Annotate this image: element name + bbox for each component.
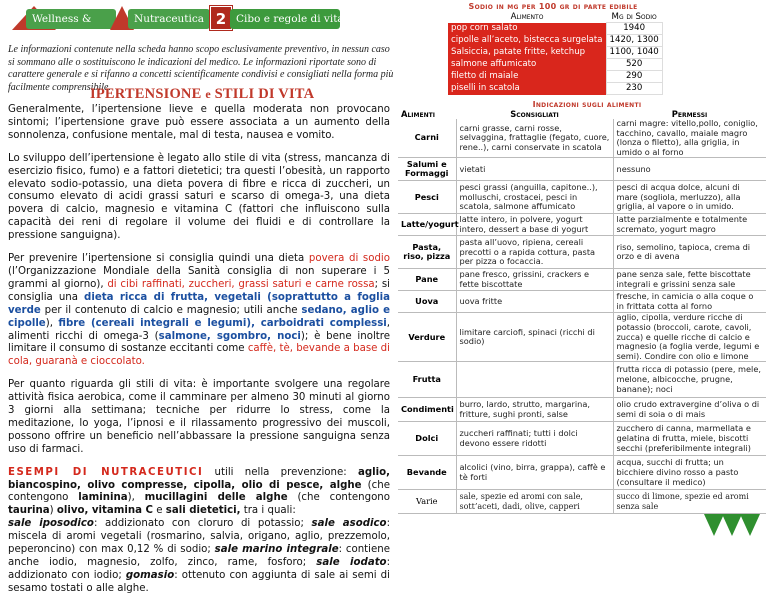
category-cell: Pasta, riso, pizza [398,236,456,269]
column-header-permessi: Permessi [613,109,766,119]
salt-type: sale asodico [311,518,387,530]
sconsigliati-cell: uova fritte [456,291,613,313]
table-row [398,269,766,291]
table-row [398,119,766,158]
sconsigliati-cell: sale, spezie ed aromi con sale, sott’aceti, dadi, olive, capperi [456,490,613,514]
tab-wellness[interactable]: Wellness & [26,9,116,29]
food-cell: Salsiccia, patate fritte, ketchup [448,47,606,59]
text: : contiene anche iodio, magnesio, zolfo, zinco, rame, fosforo; [8,544,390,568]
text: Per prevenire l’ipertensione si consiglia quindi una dieta [8,253,309,265]
permessi-cell: latte parzialmente e totalmente scremato, yogurt magro [613,214,766,236]
table-row [448,83,662,95]
sodium-value-cell: 290 [606,71,662,83]
table-row [398,291,766,313]
sconsigliati-cell: zuccheri raffinati; tutti i dolci devono essere ridotti [456,422,613,456]
text: sali dietetici, [165,505,241,517]
sodium-value-cell: 1420, 1300 [606,35,662,47]
category-cell: Pesci [398,181,456,214]
permessi-cell: olio crudo extravergine d’oliva o di semi di soia o di mais [613,398,766,422]
sodium-value-cell: 1940 [606,23,662,35]
permessi-cell: carni magre: vitello,pollo, coniglio, tacchino, cavallo, maiale magro (lonza o filetto), alla griglia, in umido o al forno [613,119,766,158]
page-number-badge: 2 [210,6,232,30]
table-row [398,422,766,456]
green-triangle-icon [740,514,760,536]
text: aglio, biancospino, olivo compresse, cipolla, olio di pesce, alghe [8,466,390,491]
highlight-recommended: dieta ricca di frutta, vegetali (soprattutto a foglia verde [8,291,390,316]
guide-table-body [398,119,766,514]
permessi-cell: acqua, succhi di frutta; un bicchiere divino rosso a pasto (consultare il medico) [613,456,766,490]
sodium-value-cell: 230 [606,83,662,95]
sconsigliati-cell: vietati [456,158,613,181]
paragraph-symptoms: Generalmente, l’ipertensione lieve e quella moderata non provocano sintomi; l’ipertensione grave può essere associata a un aumento della sonnolenza, confusione mentale, mal di testa, nausea e vomito. [8,104,390,141]
category-cell: Verdure [398,313,456,362]
text: (che contengono [287,492,390,504]
salt-type: sale iodato [316,557,387,568]
text: ) [49,505,57,517]
sconsigliati-cell [456,362,613,398]
paragraph-causes: Lo sviluppo dell’ipertensione è legato allo stile di vita (stress, mancanza di esercizio fisico, fumo) e a fattori dietetici; tra questi l’obesità, un rapporto elevato sodio-potassio, una dieta povera di fibre e ricca di zuccheri, un consumo elevato di acidi grassi saturi e scarso di omega-3, una dieta povera di calcio, magnesio e vitamina C (fattori che influiscono sulla capacità dei reni di regolare il volume dei fluidi e di controllare la pressione sanguigna). [8,152,390,242]
highlight-recommended: fibre (cereali integrali e legumi), carboidrati complessi [58,317,387,329]
column-header-food: Alimento [448,12,606,23]
food-cell: piselli in scatola [448,83,606,95]
text: e [153,505,166,517]
category-cell: Uova [398,291,456,313]
table-row [398,490,766,514]
text: taurina [8,505,50,517]
category-cell: Condimenti [398,398,456,422]
category-cell: Frutta [398,362,456,398]
permessi-cell: pesci di acqua dolce, alcuni di mare (sogliola, merluzzo), alla griglia, al vapore o in umido. [613,181,766,214]
table-header-row [448,12,662,23]
sodium-value-cell: 1100, 1040 [606,47,662,59]
highlight-recommended: salmone, sgombro, noci [158,330,301,342]
sconsigliati-cell: pesci grassi (anguilla, capitone..), molluschi, crostacei, pesci in scatola, salmone affumicato [456,181,613,214]
salt-type: sale marino integrale [214,544,339,556]
table-row [398,236,766,269]
text: (che contengono [8,479,390,504]
permessi-cell: zucchero di canna, marmellata e gelatina di frutta, miele, biscotti secchi (preferibilmente integrali) [613,422,766,456]
permessi-cell: aglio, cipolla, verdure ricche di potassio (broccoli, carote, cavoli, zucca) e quelle ricche di calcio e magnesio (a foglia verde, legumi e semi). Condire con olio e limone [613,313,766,362]
text: : ottenuto con aggiunta di sale ai semi di sesamo tostati o alle alghe. [8,569,390,594]
category-cell: Carni [398,119,456,158]
text: tra i quali: [240,505,296,517]
title-main: IPERTENSIONE [90,86,202,102]
table-row [398,362,766,398]
food-cell: cipolle all’aceto, bistecca surgelata [448,35,606,47]
text: ; si consiglia una [8,278,390,303]
table-row [448,59,662,71]
column-header-sconsigliati: Sconsigliati [456,109,613,119]
text: utili nella prevenzione: [203,466,358,478]
text: ), [127,492,145,504]
footer-triangles [704,514,764,538]
sconsigliati-cell: limitare carciofi, spinaci (ricchi di sodio) [456,313,613,362]
tab-cibo-regole[interactable]: Cibo e regole di vita [230,9,340,29]
sconsigliati-cell: carni grasse, carni rosse, selvaggina, frattaglie (fegato, cuore, rene..), carni conservate in scatola [456,119,613,158]
sodium-table-title: Sodio in mg per 100 gr di parte edibile [468,2,638,11]
text: olivo, vitamina C [56,505,154,517]
permessi-cell: frutta ricca di potassio (pere, mele, melone, albicocche, prugne, banane); noci [613,362,766,398]
guide-table [398,109,766,514]
category-cell: Latte/yogurt [398,214,456,236]
category-cell: Dolci [398,422,456,456]
text: : miscela di aromi vegetali (rosmarino, salvia, origano, aglio, prezzemolo, peperoncino) con max 0,12 % di sodio; [8,518,390,556]
green-triangle-icon [704,514,724,536]
table-row [448,23,662,35]
permessi-cell: pane senza sale, fette biscottate integrali e grissini senza sale [613,269,766,291]
text: (l’Organizzazione Mondiale della Sanità consiglia di non superare i 5 grammi al giorno), [8,265,390,290]
article-body [8,104,390,606]
table-row [398,214,766,236]
green-triangle-icon [722,514,742,536]
paragraph-lifestyle: Per quanto riguarda gli stili di vita: è importante svolgere una regolare attività fisica aerobica, come il camminare per almeno 30 minuti al giorno 3 giorni alla settimana; tecniche per ridurre lo stress, come la meditazione, lo yoga, l’ipnosi e il rilassamento progressivo dei muscoli, possono offrire un beneficio nell’abbassare la pressione sanguigna senza uso di farmaci. [8,379,390,455]
food-cell: pop corn salato [448,23,606,35]
sconsigliati-cell: latte intero, in polvere, yogurt intero, dessert a base di yogurt [456,214,613,236]
table-row [398,313,766,362]
highlight-sodium: povera di sodio [308,253,390,265]
permessi-cell: succo di limone, spezie ed aromi senza sale [613,490,766,514]
highlight-recommended: sedano, aglio e cipolle [8,304,390,329]
text: ); è bene inoltre limitare il consumo di sostanze eccitanti come [8,330,390,355]
text: mucillagini delle alghe [144,492,288,504]
table-row [448,71,662,83]
nutraceutici-heading: ESEMPI DI NUTRACEUTICI [8,466,204,478]
table-row [398,181,766,214]
text: : addizionato con cloruro di potassio; [93,518,312,530]
column-header-mg: Mg di Sodio [606,12,662,23]
category-cell: Salumi e Formaggi [398,158,456,181]
sodium-table-body [448,23,662,95]
table-row [398,456,766,490]
text: , alimenti ricchi di omega-3 ( [8,317,391,342]
salt-type: gomasio [125,569,175,581]
sconsigliati-cell: burro, lardo, strutto, margarina, fritture, sughi pronti, salse [456,398,613,422]
sconsigliati-cell: pane fresco, grissini, crackers e fette biscottate [456,269,613,291]
food-cell: salmone affumicato [448,59,606,71]
permessi-cell: riso, semolino, tapioca, crema di orzo e di avena [613,236,766,269]
food-cell: filetto di maiale [448,71,606,83]
sconsigliati-cell: pasta all’uovo, ripiena, cereali precotti o a rapida cottura, pasta per pizza o focaccia. [456,236,613,269]
category-cell: Pane [398,269,456,291]
title-conj: e [205,87,211,101]
table-row [398,158,766,181]
highlight-avoid: di cibi raffinati, zuccheri, grassi saturi e carne rossa [107,278,375,290]
category-cell: Varie [398,490,456,514]
sodium-table [448,12,663,95]
title-rest: STILI DI VITA [214,86,315,102]
paragraph-diet [8,253,390,369]
paragraph-nutraceuticals [8,467,390,596]
table-row [448,47,662,59]
sconsigliati-cell: alcolici (vino, birra, grappa), caffè e tè forti [456,456,613,490]
category-cell: Bevande [398,456,456,490]
tab-nutraceutica[interactable]: Nutraceutica [128,9,210,29]
text: : addizionato con iodio; [8,557,390,581]
text: laminina [78,492,128,504]
text: per il contenuto di calcio e magnesio; utili anche [40,304,302,316]
sodium-value-cell: 520 [606,59,662,71]
disclaimer-text: Le informazioni contenute nella scheda hanno scopo esclusivamente preventivo, in nessun caso si sommano alle o sostituiscono le indicazioni del medico. Le informazioni riportate sono di carattere generale e si rifanno a concetti scientificamente condivisi e consigliati nella forma più facilmente comprensibile. [8,44,394,93]
header-bar [12,6,392,30]
table-row [448,35,662,47]
text: ), [45,317,59,329]
guide-table-title: Indicazioni sugli alimenti [532,100,642,109]
permessi-cell: nessuno [613,158,766,181]
salt-type: sale iposodico [8,518,94,530]
page-title [90,86,390,103]
column-header-alimenti: Alimenti [401,109,435,119]
permessi-cell: fresche, in camicia o alla coque o in frittata cotta al forno [613,291,766,313]
highlight-avoid: caffè, tè, bevande a base di cola, guaranà e cioccolato. [8,343,390,368]
table-row [398,398,766,422]
